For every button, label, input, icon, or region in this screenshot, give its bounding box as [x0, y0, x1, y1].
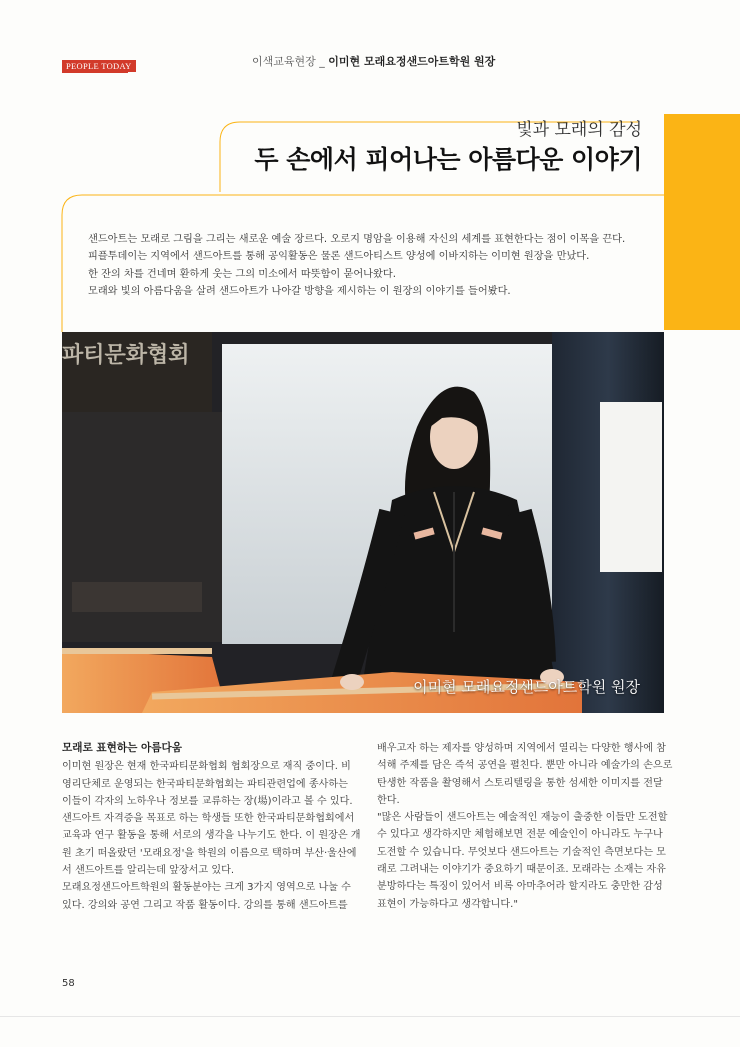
photo-illustration — [62, 332, 664, 713]
body-line: 이미현 원장은 현재 한국파티문화협회 협회장으로 재직 중이다. 비 — [62, 761, 351, 773]
body-line: 석해 주제를 담은 즉석 공연을 펼친다. 뿐만 아니라 예술가의 손으로 — [377, 760, 673, 772]
body-line: 원 초기 떠올랐던 '모래요정'을 학원의 이름으로 택하며 부산·울산에 — [62, 847, 357, 859]
article-intro — [88, 231, 654, 301]
brand-logo: PEOPLE TODAY — [62, 60, 136, 72]
portrait-photo — [62, 332, 664, 713]
body-column-2 — [377, 740, 673, 913]
intro-line: 샌드아트는 모래로 그림을 그리는 새로운 예술 장르다. 오로지 명암을 이용해 자신의 세계를 표현한다는 점이 이목을 끈다. — [88, 234, 626, 245]
body-line: 래로 그려내는 이야기가 중요하기 때문이죠. 모래라는 소재는 자유 — [377, 864, 666, 876]
body-line: 모래요정샌드아트학원의 활동분야는 크게 3가지 영역으로 나눌 수 — [62, 882, 351, 894]
photo-caption: 이미현 모래요정샌드아트학원 원장 — [413, 678, 640, 696]
body-line: 교육과 연구 활동을 통해 서로의 생각을 나누기도 한다. 이 원장은 개 — [62, 830, 361, 842]
accent-block — [664, 114, 740, 330]
body-line: 배우고자 하는 제자를 양성하며 지역에서 열리는 다양한 행사에 참 — [377, 743, 666, 754]
page-bottom-divider — [0, 1016, 740, 1017]
section-topic: 이미현 모래요정샌드아트학원 원장 — [328, 55, 496, 68]
page-number: 58 — [62, 978, 75, 989]
body-heading: 모래로 표현하는 아름다움 — [62, 742, 182, 754]
body-line: 샌드아트 자격증을 목표로 하는 학생들 또한 한국파티문화협회에서 — [62, 813, 355, 825]
intro-line: 모래와 빛의 아름다움을 살려 샌드아트가 나아갈 방향을 제시하는 이 원장의 이야기를 들어봤다. — [88, 286, 511, 298]
body-line: 영리단체로 운영되는 한국파티문화협회는 파티관련업에 종사하는 — [62, 778, 348, 790]
body-line: 표현이 가능하다고 생각합니다." — [377, 898, 519, 910]
body-column-1 — [62, 742, 361, 914]
body-line: 있다. 강의와 공연 그리고 작품 활동이다. 강의를 통해 샌드아트를 — [62, 899, 348, 911]
backdrop-banner-text: 파티문화협회 — [62, 342, 190, 367]
article-subtitle: 빛과 모래의 감성 — [516, 120, 642, 140]
body-line: 수 있다고 생각하지만 체험해보면 전문 예술인이 아니라도 누구나 — [377, 829, 663, 841]
intro-line: 한 잔의 차를 건네며 환하게 웃는 그의 미소에서 따뜻함이 묻어나왔다. — [88, 268, 396, 280]
intro-line: 피플투데이는 지역에서 샌드아트를 통해 공익활동은 물론 샌드아티스트 양성에 이바지하는 이미현 원장을 만났다. — [88, 251, 590, 263]
body-line: 탄생한 작품을 촬영해서 스토리텔링을 통한 섬세한 이미지를 전달 — [377, 777, 663, 789]
body-line: "많은 사람들이 샌드아트는 예술적인 재능이 출중한 이들만 도전할 — [377, 812, 668, 824]
body-line: 서 샌드아트를 알리는데 앞장서고 있다. — [62, 865, 235, 877]
body-line: 이들이 각자의 노하우나 정보를 교류하는 장(場)이라고 볼 수 있다. — [62, 795, 353, 807]
body-line: 한다. — [377, 794, 400, 806]
section-label: 이색교육현장 _ — [252, 55, 329, 68]
article-title: 두 손에서 피어나는 아름다운 이야기 — [254, 145, 642, 174]
body-line: 분방하다는 특징이 있어서 비록 아마추어라 할지라도 충만한 감성 — [377, 881, 663, 893]
body-line: 도전할 수 있습니다. 무엇보다 샌드아트는 기술적인 측면보다는 모 — [377, 846, 666, 858]
